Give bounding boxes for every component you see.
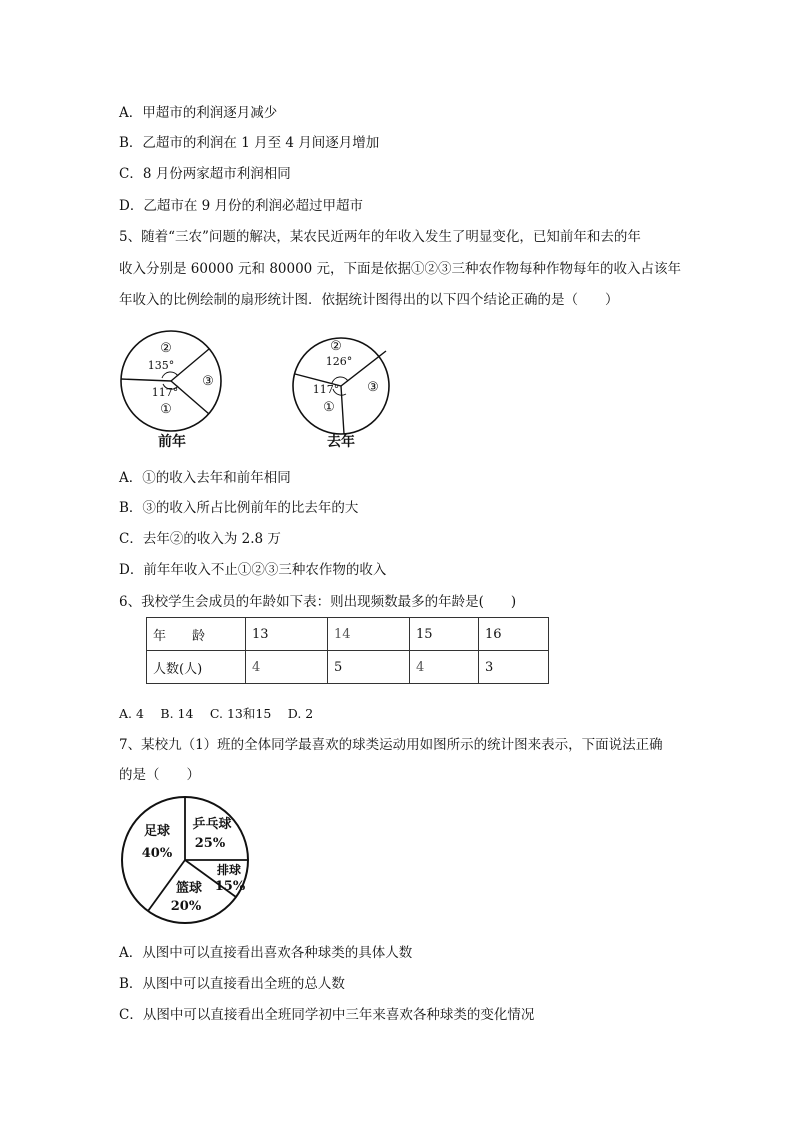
table-row [147,651,549,684]
table-cell: 人数(人) [147,651,246,684]
q5-option-a: A．①的收入去年和前年相同 [119,470,291,486]
pie-label-basketball: 篮球 [175,881,203,896]
q5-pie-figure [110,320,510,455]
q5-stem-line-3: 年收入的比例绘制的扇形统计图．依据统计图得出的以下四个结论正确的是（ ） [119,292,619,308]
table-cell: 14 [328,618,410,651]
pie-divider [341,386,344,434]
q7-option-b: B．从图中可以直接看出全班的总人数 [119,976,345,992]
table-cell: 4 [246,651,328,684]
q5-option-c: C．去年②的收入为 2.8 万 [119,531,281,547]
q7-option-a: A．从图中可以直接看出喜欢各种球类的具体人数 [119,945,413,961]
q4-option-c: C．8 月份两家超市利润相同 [119,166,291,182]
age-table [146,617,549,684]
pie-label-pingpong: 乒乓球 [192,817,232,832]
pie-value-volleyball: 15% [214,879,246,894]
pie-label-volleyball: 排球 [216,863,242,877]
pie-divider [121,379,171,381]
pie-label-football: 足球 [143,824,171,839]
pie-caption: 去年 [327,434,355,450]
q7-option-c: C．从图中可以直接看出全班同学初中三年来喜欢各种球类的变化情况 [119,1007,535,1023]
pie-label-3: ③ [367,380,379,395]
table-cell: 3 [479,651,549,684]
q7-stem-line-1: 7、某校九（1）班的全体同学最喜欢的球类运动用如图所示的统计图来表示，下面说法正确 [119,737,663,753]
pie-angle-top: 135° [147,359,175,372]
pie-label-3: ③ [202,374,214,389]
pie-value-football: 40% [141,846,173,861]
pie-angle-bottom: 117° [151,386,179,399]
pie-caption: 前年 [158,434,186,450]
q4-option-b: B．乙超市的利润在 1 月至 4 月间逐月增加 [119,135,380,151]
q6-stem: 6、我校学生会成员的年龄如下表：则出现频数最多的年龄是( ) [119,594,517,610]
q5-option-d: D．前年年收入不止①②③三种农作物的收入 [119,562,387,578]
q4-option-a: A．甲超市的利润逐月减少 [119,105,278,121]
table-cell: 5 [328,651,410,684]
table-cell: 4 [410,651,479,684]
q5-stem-line-1: 5、随着“三农”问题的解决，某农民近两年的年收入发生了明显变化，已知前年和去的年 [119,229,641,245]
q6-options: A. 4 B. 14 C. 13和15 D. 2 [119,706,314,721]
table-cell: 16 [479,618,549,651]
pie-last-year [293,338,389,450]
pie-angle-bottom: 117° [312,383,340,396]
pie-value-pingpong: 25% [194,836,226,851]
q7-pie-chart [118,795,258,931]
table-cell: 年 龄 [147,618,246,651]
table-row [147,618,549,651]
q7-stem-line-2: 的是（ ） [119,767,200,783]
pie-last-year-before [121,331,221,450]
table-cell: 13 [246,618,328,651]
pie-value-basketball: 20% [170,899,202,914]
q5-stem-line-2: 收入分别是 60000 元和 80000 元，下面是依据①②③三种农作物每种作物每年的收入占该年 [119,261,682,277]
table-cell: 15 [410,618,479,651]
pie-label-2: ② [160,341,172,356]
pie-label-1: ① [160,402,172,417]
q4-option-d: D．乙超市在 9 月份的利润必超过甲超市 [119,198,363,214]
pie-label-2: ② [330,339,342,354]
q5-option-b: B．③的收入所占比例前年的比去年的大 [119,500,359,516]
pie-label-1: ① [323,400,335,415]
pie-angle-top: 126° [325,355,353,368]
